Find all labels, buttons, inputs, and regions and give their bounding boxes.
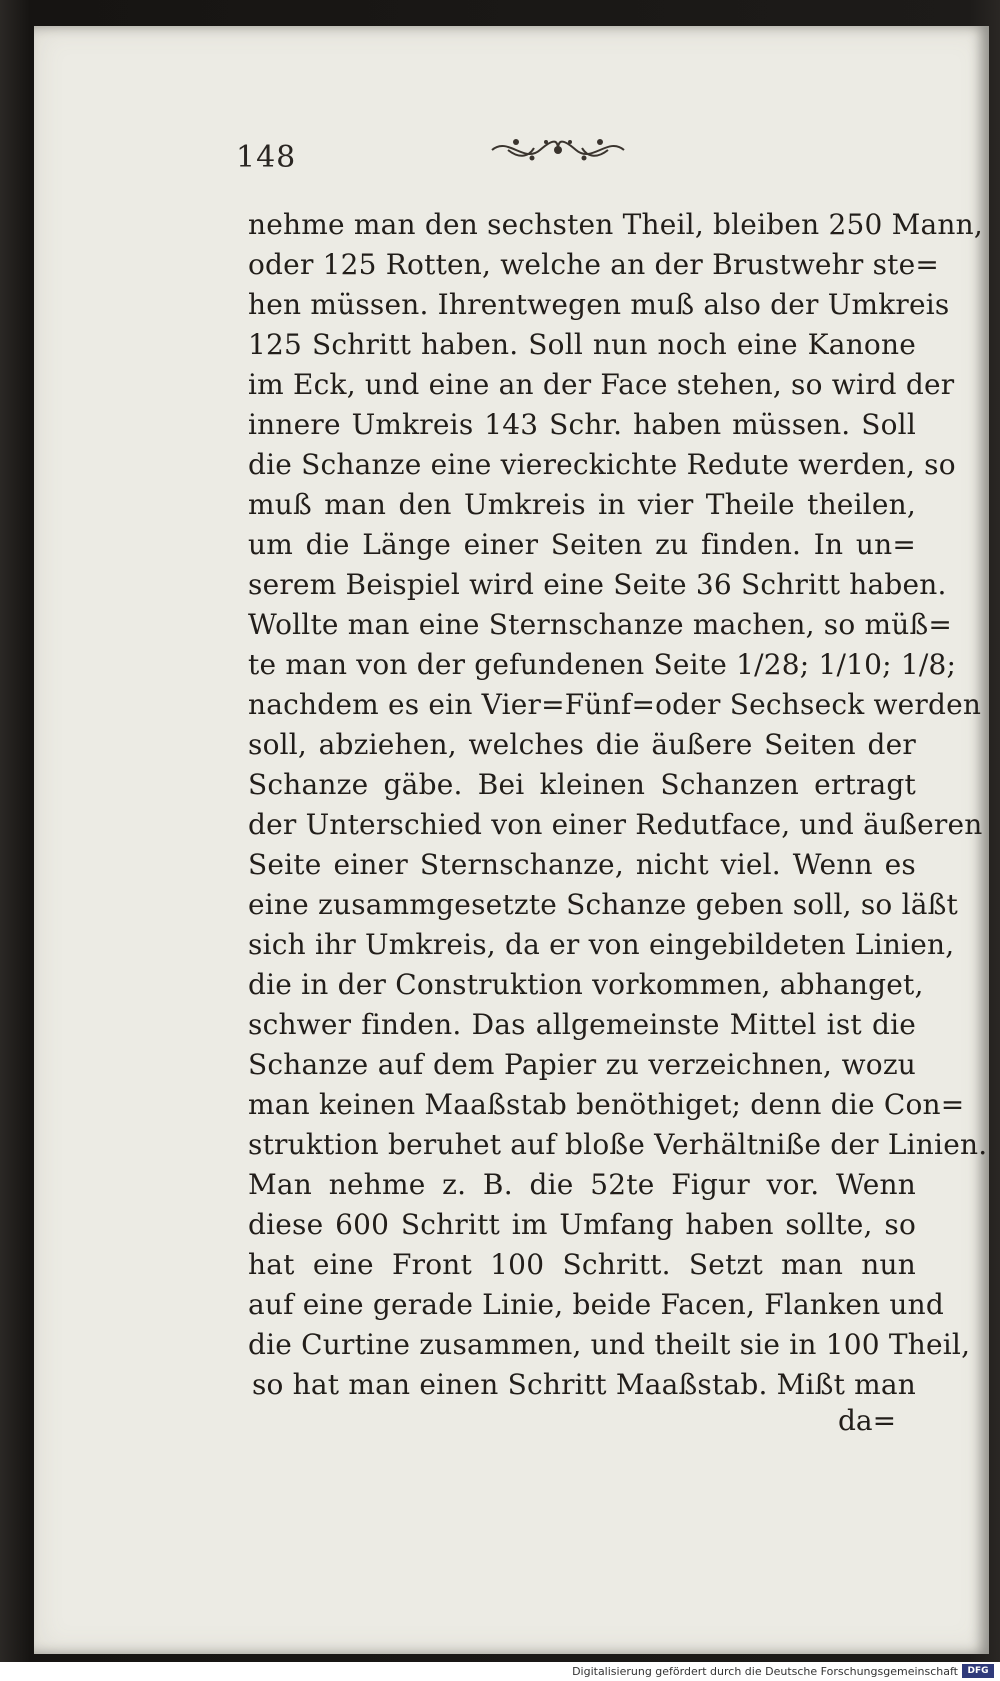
text-line: diese 600 Schritt im Umfang haben sollte, so	[248, 1208, 916, 1241]
text-line: Wollte man eine Sternschanze machen, so müß=	[248, 608, 953, 641]
text-line: nachdem es ein Vier=Fünf=oder Sechseck werden	[248, 688, 982, 721]
text-line: so hat man einen Schritt Maaßstab. Mißt man	[251, 1368, 916, 1401]
text-line: die Schanze eine viereckichte Redute werden, so	[248, 448, 956, 481]
text-line: muß man den Umkreis in vier Theile theilen,	[248, 488, 916, 521]
text-line: innere Umkreis 143 Schr. haben müssen. Soll	[248, 408, 916, 441]
catchword: da=	[838, 1404, 897, 1437]
text-line: 125 Schritt haben. Soll nun noch eine Kanone	[248, 328, 916, 361]
text-line: sich ihr Umkreis, da er von eingebildeten Linien,	[248, 928, 955, 961]
text-line: im Eck, und eine an der Face stehen, so wird der	[248, 368, 955, 401]
text-line: struktion beruhet auf bloße Verhältniße der Linien.	[248, 1128, 988, 1161]
text-line: auf eine gerade Linie, beide Facen, Flanken und	[248, 1288, 945, 1321]
text-line: um die Länge einer Seiten zu finden. In un=	[248, 528, 916, 561]
text-line: nehme man den sechsten Theil, bleiben 250 Mann,	[248, 208, 983, 241]
text-line: Seite einer Sternschanze, nicht viel. Wenn es	[248, 848, 916, 881]
text-line: hat eine Front 100 Schritt. Setzt man nun	[248, 1248, 916, 1281]
text-line: soll, abziehen, welches die äußere Seiten der	[248, 728, 916, 761]
text-line: Schanze gäbe. Bei kleinen Schanzen ertragt	[248, 768, 916, 801]
text-line: hen müssen. Ihrentwegen muß also der Umkreis	[248, 288, 950, 321]
text-line: Schanze auf dem Papier zu verzeichnen, wozu	[248, 1048, 916, 1081]
text-line: der Unterschied von einer Redutface, und äußeren	[248, 808, 983, 841]
text-line: te man von der gefundenen Seite 1/28; 1/10; 1/8;	[248, 648, 957, 681]
page-number: 148	[236, 140, 297, 175]
text-line: die in der Construktion vorkommen, abhanget,	[248, 968, 924, 1001]
dfg-logo: DFG	[962, 1664, 994, 1678]
footer-credit: Digitalisierung gefördert durch die Deutsche Forschungsgemeinschaft	[572, 1665, 958, 1678]
ornament-vignette	[488, 128, 628, 172]
text-line: Man nehme z. B. die 52te Figur vor. Wenn	[248, 1168, 916, 1201]
text-line: serem Beispiel wird eine Seite 36 Schritt haben.	[248, 568, 947, 601]
text-line: schwer finden. Das allgemeinste Mittel ist die	[248, 1008, 916, 1041]
text-line: oder 125 Rotten, welche an der Brustwehr ste=	[248, 248, 940, 281]
text-line: eine zusammgesetzte Schanze geben soll, so läßt	[248, 888, 958, 921]
text-line: die Curtine zusammen, und theilt sie in 100 Theil,	[248, 1328, 971, 1361]
body-text	[248, 205, 988, 1405]
text-line: man keinen Maaßstab benöthiget; denn die Con=	[248, 1088, 965, 1121]
